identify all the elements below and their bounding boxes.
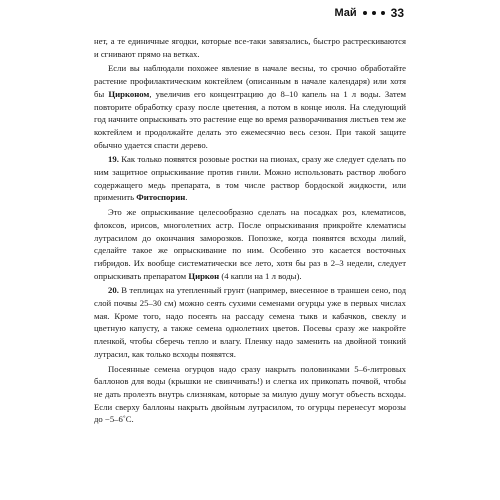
bold-text: 19.	[108, 154, 119, 165]
paragraph	[94, 363, 406, 427]
bold-text: Цирконом	[108, 88, 150, 99]
text-run: , увеличив его концентрацию до 8–10 капель на 1 л воды. Затем повторите обработку сразу после цветения, а потом в конце июля. На следующий год начните опрыскивать это растение еще во время разворачивания листьев тем же коктейлем и продолжайте делать это ежемесячно весь сезон. При такой защите обычно удается спасти дерево.	[94, 88, 407, 150]
paragraph	[94, 62, 406, 151]
bold-text: Циркон	[188, 270, 220, 281]
text-run: Как только появятся розовые ростки на пионах, сразу же следует сделать по ним защитное опрыскивание против гнили. Можно использовать раствор любого содержащего медь препарата, в том числе раствор бордоской жидкости, или применить	[94, 154, 406, 203]
paragraph	[94, 35, 406, 60]
text-run: (4 капли на 1 л воды).	[219, 270, 302, 281]
text-run: нет, а те единичные ягодки, которые все-таки завязались, быстро растрескиваются и сгнивают прямо на ветках.	[94, 36, 406, 59]
dot-icon	[363, 11, 367, 15]
page-header	[334, 6, 404, 20]
text-run: .	[185, 192, 188, 203]
section-title: Май	[334, 7, 357, 19]
text-run: Если вы наблюдали похожее явление в начале весны, то срочно обработайте растение профилактическим коктейлем (описанным в начале календаря) или хотя бы	[94, 63, 406, 99]
dot-icon	[372, 11, 376, 15]
text-run: Посеянные семена огурцов надо сразу накрыть половинками 5–6-литровых баллонов для воды (крышки не свинчивать!) и слегка их прикопать почвой, чтобы не дать пролезть внутрь слизнякам, которые за милую душу могут объесть всходы. Если сверху баллоны накрыть двойным лутрасилом, то огурцы перенесут морозы до −5–6˚С.	[94, 363, 406, 425]
page-number: 33	[390, 6, 404, 20]
paragraph	[94, 284, 406, 360]
text-run: Это же опрыскивание целесообразно сделать на посадках роз, клематисов, флоксов, ирисов, многолетних астр. После опрыскивания прикройте клематисы лутрасилом до окончания заморозков. Попозже, когда появятся всходы лилий, сделайте такое же опрыскивание по ним. Особенно это касается восточных гибридов. Их вообще систематически все лето, хотя бы раз в 2–3 недели, следует опрыскивать препаратом	[94, 207, 406, 281]
header-dots	[363, 11, 385, 15]
bold-text: Фитоспорин	[136, 192, 186, 203]
paragraph	[94, 206, 406, 282]
dot-icon	[381, 11, 385, 15]
paragraph	[94, 153, 406, 204]
bold-text: 20.	[108, 285, 119, 296]
text-run: В теплицах на утепленный грунт (например, внесенное в траншеи сено, под слой почвы 25–30 см) можно сеять сухими семенами огурцы уже в первых числах мая. Кроме того, надо посеять на рассаду семена тыкв и кабачков, свеклу и цветную капусту, а также семена однолетних цветов. Посевы сразу же накройте пленкой, чтобы сберечь тепло и влагу. Пленку надо заменить на двойной тонкий лутрасил, как только всходы появятся.	[94, 285, 406, 359]
page-body	[94, 35, 406, 428]
